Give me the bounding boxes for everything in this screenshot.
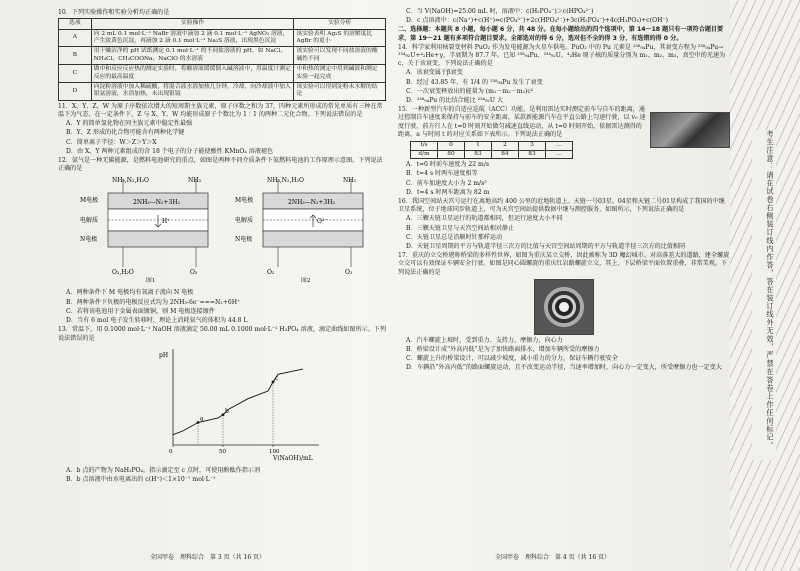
fig2-e-label: 电解质 bbox=[235, 217, 254, 225]
q17-option-c: C．螺旋上升的桥梁设计，可以减少坡度，减小重力的分力，保证车辆行驶安全 bbox=[406, 355, 618, 363]
fig1-top-right: NH₃ bbox=[188, 177, 201, 185]
q13-option-d: D．c 点溶液中：c(Na⁺)+c(H⁺)=c(PO₄³⁻)+2c(HPO₄²⁻)+3c(H₂PO₄⁻)+4c(H₃PO₄)+c(OH⁻) bbox=[406, 17, 668, 25]
titration-chart bbox=[58, 345, 386, 465]
fig1-bottom-left: O₂,H₂O bbox=[112, 269, 134, 277]
fig2-ion: O²⁻ bbox=[317, 218, 328, 226]
q13-stem: 13．常温下，用 0.1000 mol·L⁻¹ NaOH 溶液滴定 50.00 mL 0.1000 mol·L⁻¹ H₃PO₄ 溶液，滴定曲线如图所示。下列说法错误的是 bbox=[58, 326, 386, 342]
x-tick-label: 100 bbox=[269, 448, 280, 455]
point-label-b: b bbox=[225, 407, 229, 415]
q14-option-a: A．该衰变属于β衰变 bbox=[406, 69, 463, 77]
q12-option-b: B．两种条件下负极的电极反应式均为 2NH₃-6e⁻===N₂+6H⁺ bbox=[66, 298, 241, 306]
fig2-m-label: M电极 bbox=[235, 197, 254, 205]
fig2-n-label: N电极 bbox=[235, 236, 253, 244]
x-tick-label: 0 bbox=[169, 448, 173, 455]
y-axis-label: pH bbox=[159, 351, 169, 359]
x-tick-label: 50 bbox=[219, 448, 226, 455]
q17-option-d: D．车辆沿“外高内低”的路面螺旋运动，且不改变运动半径，当速率增加时，向心力一定变大，所受摩擦力也一定变大 bbox=[406, 364, 722, 372]
fig1-caption: 图1 bbox=[146, 278, 156, 285]
q16-option-c: C．天链卫星总是沿顺时针那样运动 bbox=[406, 233, 503, 241]
fuel-cell-figure-2 bbox=[233, 175, 383, 283]
q13-option-b: B．b 点溶液中由水电离出的 c(H⁺)＜1×10⁻⁷ mol·L⁻¹ bbox=[66, 475, 216, 483]
fig1-ion: H⁺ bbox=[162, 218, 171, 226]
table-row: A 向 2 mL 0.1 mol·L⁻¹ NaBr 溶液中滴加 2 滴 0.1 mol·L⁻¹ AgNO₃ 溶液，产生淡黄色沉淀，再滴加 2 滴 0.1 mol·L⁻¹ Na₂S 溶液，出现黑色沉淀 该实验表明 Ag₂S 的溶解度比 AgBr 的更小 bbox=[59, 29, 386, 47]
fig1-top-left: NH₃,N₂,H₂O bbox=[112, 177, 149, 185]
table-row: d/m 80 83 84 83 … bbox=[411, 150, 573, 159]
q12-option-a: A．两种条件下 M 电极均有氧离子流向 N 电极 bbox=[66, 289, 194, 297]
q12-stem: 12．氨气是一种无碳能源，是燃料电池研究的重点，如图是两种不同介质条件下氨燃料电池的工作原理示意图。下列说法正确的是 bbox=[58, 157, 383, 173]
q12-option-d: D．当有 6 mol 电子发生转移时，理论上消耗氨气的体积为 44.8 L bbox=[66, 317, 248, 325]
table-row: t/s 0 1 2 3 … bbox=[411, 142, 573, 151]
q11-option-a: A．Y 的简单氢化物在同主族元素中稳定性最强 bbox=[66, 120, 193, 128]
fuel-cell-figure-1 bbox=[78, 175, 228, 283]
q10-table bbox=[58, 18, 386, 101]
q15-option-a: A．t=0 时前车速度为 22 m/s bbox=[406, 161, 490, 169]
fig2-top-right: NH₃ bbox=[343, 177, 356, 185]
side-notice: 考生注意：请在试卷右侧装订线内作答，答在装订线外无效，严禁在答卷上作任何标记。 bbox=[752, 130, 776, 460]
fig2-bottom-left: O₂ bbox=[267, 269, 275, 277]
x-axis-label: V(NaOH)/mL bbox=[273, 454, 313, 462]
q14-stem: 14．科学家利用核裂变材料 PuO₂ 作为发电能源为火星车供电。PuO₂ 中的 Pu 元素是 ²³⁸₉₄Pu，其衰变方程为 ²³⁸₉₄Pu→ ²³⁴₉₂U+⁴₂He+γ，半衰期为 87.7 年。已知 ²³⁸₉₄Pu、²³⁴₉₂U、⁴₂He 原子核的质量分别为 m₁、m₂、m₃，真空中的光速为 c，关于该衰变，下列说法正确的是 bbox=[398, 43, 726, 68]
q15-option-d: D．t=4 s 时两车距离为 82 m bbox=[406, 188, 490, 196]
q14-option-c: C．一次衰变释放出的能量为 (m₁－m₂－m₃)c² bbox=[406, 87, 534, 95]
point-label-c: c bbox=[275, 374, 279, 382]
left-column bbox=[58, 8, 386, 556]
q16-stem: 16．我国空间站天宫号运行在离地高约 400 公里的近地轨道上。天链一号03星、04星和天链二号01星构成了我国的中继卫星系统，位于地球同步轨道上，可为天宫空间站提供数据中继与测控服务，如图所示，下列说法正确的是 bbox=[398, 198, 725, 214]
right-footer: 全国甲卷 理科综合 第 4 页（共 16 页） bbox=[495, 554, 611, 561]
table-row: D 向淀粉溶液中加入稀硫酸，将混合液水浴加热几分钟，冷却，向冷却液中加入银氨溶液，水浴加热，未出现银镜 该实验可以得到淀粉未水解的结论 bbox=[59, 83, 386, 101]
table-header: 实验分析 bbox=[294, 19, 386, 29]
table-row: B 用干燥洁净的 pH 试纸测定 0.1 mol·L⁻¹ 的不同盐溶液的 pH，如 NaCl、NH₄Cl、CH₃COONa、NaClO 的水溶液 该实验可以发现不同盐溶液的酸碱性不同 bbox=[59, 47, 386, 65]
fig1-bottom-right: O₂ bbox=[190, 269, 198, 277]
table-header: 实验操作 bbox=[91, 19, 294, 29]
table-row: C 做中和反应反应热的测定实验时，将酸溶液缓缓倒入碱溶液中，用温度计测定反应的最高温度 中和热的测定中用到碱液和测定实验一起完成 bbox=[59, 65, 386, 83]
q15-option-c: C．前车加速度大小为 2 m/s² bbox=[406, 179, 487, 187]
q13-option-c: C．当 V(NaOH)=25.00 mL 时，溶液中：c(H₂PO₄⁻)＞c(HPO₄²⁻) bbox=[406, 8, 594, 15]
q17-option-a: A．汽车螺旋上坡时，受到重力、支持力、摩擦力、向心力 bbox=[406, 336, 563, 344]
fig1-e-label: 电解质 bbox=[80, 217, 99, 225]
q17-option-b: B．桥梁设计成“外高内低”是为了加快路面排水，增加车辆所受的摩擦力 bbox=[406, 346, 600, 354]
fig1-n-label: N电极 bbox=[80, 236, 98, 244]
q17-stem: 17．重庆的立交桥堪称桥梁的多样性世界，如图为重庆某立交桥，因此被称为 3D 魔幻城市。对高落差大的道路，建全螺旋立交可以有效保证车辆安全行驶。如图是同心圆螺旋的重庆红岩路螺旋立交，其上、下层桥梁平面位置重叠，非常美观。下列说法正确的是 bbox=[398, 252, 730, 276]
fig1-m-label: M电极 bbox=[80, 197, 99, 205]
section-2-instructions: 二、选择题：本题共 8 小题，每小题 6 分，共 48 分。在每小题给出的四个选项中，第 14～18 题只有一项符合题目要求，第 19～21 题有多项符合题目要求。全部选对的得 6 分，选对但不全的得 3 分，有选错的得 0 分。 bbox=[398, 26, 724, 42]
fig1-reaction: 2NH₃—N₂+3H₂ bbox=[133, 199, 180, 207]
q12-option-c: C．若将该电池用于金属表面镀铜，则 M 电极连接镀件 bbox=[66, 307, 215, 315]
fig2-caption: 图2 bbox=[301, 278, 311, 285]
q16-option-b: B．三颗天链卫星与天宫空间站相对静止 bbox=[406, 224, 515, 232]
q11-stem: 11．X、Y、Z、W 为原子序数依次增大的短周期主族元素，原子序数之和为 37，四种元素所形成的常见单质有三种在常温下为气态，在一定条件下，Z 与 X、Y、W 均能形成原子个数比为 1∶1 的两种二元化合物。下列说法错误的是 bbox=[58, 102, 383, 119]
q15-option-b: B．t=4 s 时两车速度相等 bbox=[406, 170, 478, 178]
q11-option-d: D．由 X、Y 两种元素组成的含 18 个电子的分子能使酸性 KMnO₄ 溶液褪色 bbox=[66, 147, 274, 155]
q16-option-a: A．三颗天链卫星运行的轨道都相同，但运行速度大小不同 bbox=[406, 215, 563, 223]
q11-option-b: B．Y、Z 形成的化合物可能含有两种化学键 bbox=[66, 129, 185, 137]
fig2-reaction: 2NH₃—N₂+3H₂ bbox=[288, 199, 335, 207]
fig2-bottom-right: O₂ bbox=[345, 269, 353, 277]
fig2-top-left: NH₃,N₂,H₂O bbox=[267, 177, 304, 185]
car-photo bbox=[650, 112, 730, 148]
q15-stem: 15．一种新型汽车的自适应巡航（ACC）功能，是利用雷达实时测定前车与自车的距离，通过控制自车速度来保持与前车的安全距离。某款新能源汽车在平直公路上匀速行驶，以 v₀ 速度行驶，前方行人在 t=0 时刻开始做匀减速直线运动，从 t=0 时刻开始，依据雷达测得的距离，a 与时间 t 的对应关系如下表所示。下列说法正确的是 bbox=[398, 106, 646, 138]
q10-stem: 10．下列实验操作和实验分析均正确的是 bbox=[58, 9, 170, 16]
fuel-cell-figures bbox=[58, 175, 386, 287]
spiral-bridge-photo bbox=[534, 279, 594, 335]
q14-option-d: D．²³⁸₉₄Pu 的比结合能比 ²³⁴₉₂U 大 bbox=[406, 97, 504, 105]
q14-option-b: B．经过 43.85 年，有 1/4 的 ²³⁸₉₄Pu 发生了衰变 bbox=[406, 78, 543, 86]
left-footer: 全国甲卷 理科综合 第 3 页（共 16 页） bbox=[150, 554, 266, 561]
q16-option-d: D．天链卫星周期的平方与轨道半径三次方的比值与天宫空间站周期的平方与轨道半径三次方的比值相同 bbox=[406, 243, 686, 251]
titration-curve bbox=[173, 369, 303, 435]
q13-option-a: A．b 点的产物为 NaH₂PO₄，指示滴定至 c 点时，可使用酚酞作指示剂 bbox=[66, 466, 260, 474]
q15-table bbox=[410, 141, 573, 159]
titration-curve-svg bbox=[143, 345, 333, 463]
q15-block bbox=[398, 106, 730, 139]
table-header: 选项 bbox=[59, 19, 92, 29]
right-column bbox=[398, 8, 730, 556]
q11-option-c: C．简单离子半径：W＞Z＞Y＞X bbox=[66, 138, 157, 146]
point-label-a: a bbox=[200, 415, 204, 423]
